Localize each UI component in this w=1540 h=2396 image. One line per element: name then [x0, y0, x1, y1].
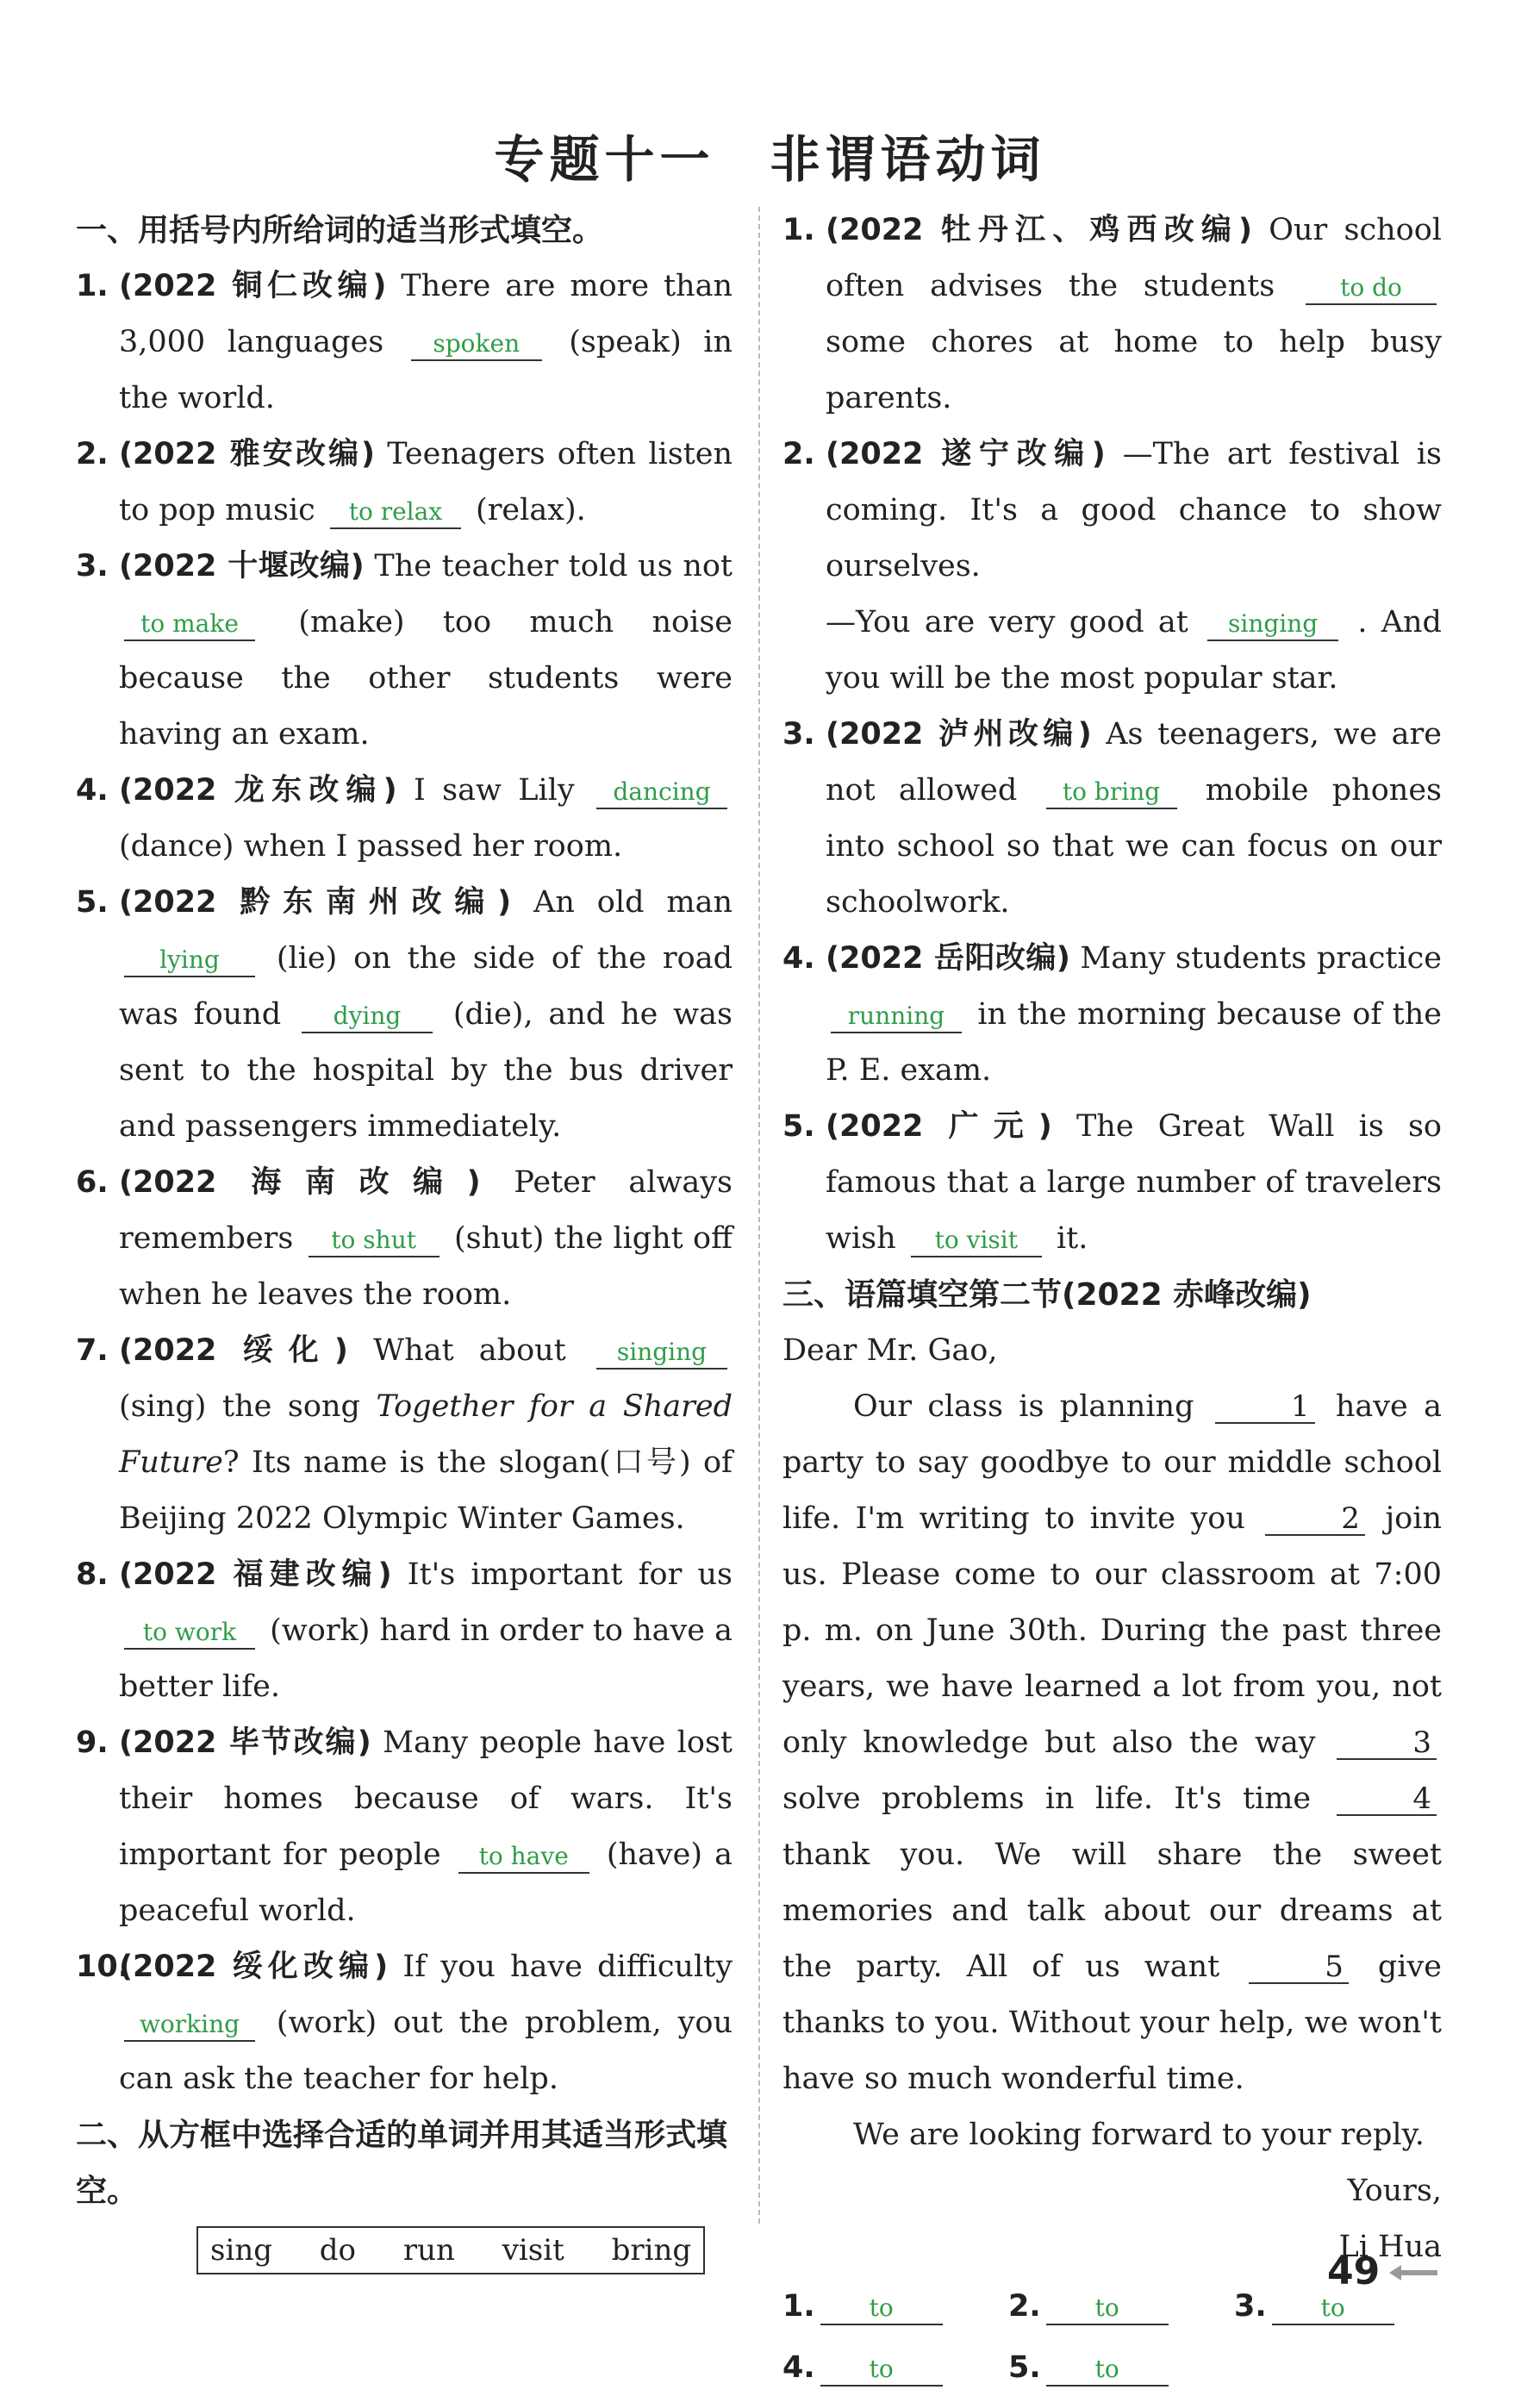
letter-greeting: Dear Mr. Gao, [782, 1333, 998, 1368]
question-number: 1. [76, 269, 109, 303]
question-text: (work) hard in order to have a better life. [119, 1613, 733, 1704]
question-item [76, 1939, 733, 2107]
question-number: 9. [76, 1725, 109, 1760]
question-text: ? Its name is the slogan(口号) of Beijing 2022 Olympic Winter Games. [119, 1445, 733, 1536]
question-source: (2022 绥化改编) [119, 1950, 389, 1984]
question-text: (relax). [476, 493, 586, 527]
page-number: 49 [1327, 2249, 1381, 2293]
letter-body [782, 1379, 1442, 2107]
question-item [76, 1715, 733, 1939]
answer-blank[interactable]: running [831, 1001, 962, 1033]
question-number: 1. [782, 213, 815, 247]
answer-slot [782, 2279, 1008, 2335]
letter-paragraph-2: We are looking forward to your reply. [853, 2118, 1425, 2152]
answer-blank[interactable]: to [1272, 2293, 1394, 2325]
question-text: (speak) in the world. [119, 325, 733, 415]
question-number: 2. [76, 437, 109, 471]
question-item [76, 1155, 733, 1323]
question-item [76, 763, 733, 875]
question-text: . And you will be the most popular star. [826, 605, 1442, 696]
word-option: run [402, 2233, 455, 2268]
letter-text: have a party to say goodbye to our middle school life. I'm writing to invite you [782, 1389, 1442, 1536]
answer-blank[interactable]: to [820, 2293, 943, 2325]
question-text: Many people have lost their homes because of wars. It's important for people [119, 1725, 733, 1872]
page-title: 专题十一 非谓语动词 [494, 130, 1046, 189]
answer-blank[interactable]: spoken [411, 328, 542, 361]
question-item [76, 427, 733, 539]
question-item [76, 1547, 733, 1715]
question-source: (2022 雅安改编) [119, 437, 376, 471]
answer-blank[interactable]: singing [596, 1337, 727, 1370]
question-text: mobile phones into school so that we can focus on our schoolwork. [826, 773, 1442, 920]
answer-blank[interactable]: to make [124, 608, 255, 641]
answer-blank[interactable]: to work [124, 1617, 255, 1650]
answer-number: 3. [1234, 2289, 1267, 2324]
word-box [196, 2226, 705, 2274]
question-number: 5. [76, 885, 109, 920]
passage-blank: 2 [1265, 1503, 1365, 1536]
question-text: (have) a peaceful world. [119, 1838, 733, 1928]
question-number: 2. [782, 437, 815, 471]
question-text: in the morning because of the P. E. exam. [826, 997, 1442, 1088]
section2-heading: 二、从方框中选择合适的单词并用其适当形式填空。 [76, 2118, 728, 2209]
passage-blank: 5 [1249, 1951, 1349, 1984]
song-title: Together for a Shared Future [119, 1389, 733, 1480]
letter-text: solve problems in life. It's time [782, 1781, 1312, 1816]
question-source: (2022 泸州改编) [826, 717, 1092, 752]
question-number: 4. [782, 941, 815, 976]
question-text: It's important for us [407, 1557, 733, 1592]
question-item [76, 259, 733, 427]
question-source: (2022 绥化) [119, 1333, 348, 1368]
question-text: (shut) the light off when he leaves the room. [119, 1221, 733, 1312]
question-text: (work) out the problem, you can ask the teacher for help. [119, 2006, 733, 2096]
question-text: (dance) when I passed her room. [119, 829, 623, 864]
answer-blank[interactable]: to [820, 2354, 943, 2387]
question-source: (2022 海南改编) [119, 1165, 481, 1200]
answer-blank[interactable]: dancing [596, 777, 727, 809]
letter-closing: Yours, [1347, 2174, 1442, 2208]
word-option: sing [210, 2233, 272, 2268]
question-number: 7. [76, 1333, 109, 1368]
question-number: 3. [76, 549, 109, 583]
question-number: 10. [76, 1950, 130, 1984]
question-source: (2022 铜仁改编) [119, 269, 387, 303]
answer-grid [782, 2279, 1442, 2396]
question-text: some chores at home to help busy parents. [826, 325, 1442, 415]
word-option: visit [502, 2233, 564, 2268]
question-source: (2022 牡丹江、鸡西改编) [826, 213, 1252, 247]
question-source: (2022 遂宁改编) [826, 437, 1106, 471]
column-divider [758, 207, 760, 2224]
question-text: (lie) on the side of the road was found [119, 941, 733, 1032]
question-text: —You are very good at [826, 605, 1188, 640]
answer-blank[interactable]: to relax [330, 496, 461, 529]
question-number: 3. [782, 717, 815, 752]
question-text: it. [1056, 1221, 1088, 1256]
question-text: The teacher told us not [374, 549, 733, 583]
question-source: (2022 黔东南州改编) [119, 885, 512, 920]
question-item [76, 539, 733, 763]
question-text: (sing) the song [119, 1389, 360, 1424]
question-text: The Great Wall is so famous that a large number of travelers wish [826, 1109, 1442, 1256]
letter-text: give thanks to you. Without your help, we won't have so much wonderful time. [782, 1950, 1442, 2096]
passage-blank: 1 [1215, 1391, 1315, 1424]
answer-blank[interactable]: to bring [1046, 777, 1177, 809]
answer-blank[interactable]: to [1046, 2293, 1169, 2325]
letter-text: Our class is planning [853, 1389, 1194, 1424]
answer-blank[interactable]: working [124, 2009, 255, 2042]
answer-blank[interactable]: to do [1306, 272, 1437, 305]
question-text: What about [373, 1333, 566, 1368]
question-source: (2022 毕节改编) [119, 1725, 371, 1760]
question-text: An old man [533, 885, 733, 920]
section3-heading: 三、语篇填空第二节(2022 赤峰改编) [782, 1277, 1312, 1313]
answer-slot [1008, 2340, 1234, 2396]
question-text: Teenagers often listen to pop music [119, 437, 733, 527]
question-item [782, 931, 1442, 1099]
question-number: 8. [76, 1557, 109, 1592]
question-text: (die), and he was sent to the hospital by the bus driver and passengers immediately. [119, 997, 733, 1144]
answer-number: 4. [782, 2350, 815, 2385]
question-text: (make) too much noise because the other students were having an exam. [119, 605, 733, 752]
question-number: 5. [782, 1109, 815, 1144]
question-item [76, 1323, 733, 1547]
question-item [782, 1099, 1442, 1267]
answer-blank[interactable]: singing [1207, 608, 1338, 641]
answer-blank[interactable]: dying [302, 1001, 433, 1033]
question-source: (2022 福建改编) [119, 1557, 392, 1592]
answer-slot [1008, 2279, 1234, 2335]
arrow-left-icon [1389, 2265, 1437, 2281]
word-option: do [319, 2233, 357, 2268]
passage-blank: 3 [1337, 1727, 1437, 1760]
question-text: —The art festival is coming. It's a good chance to show ourselves. [826, 437, 1442, 583]
letter-signature: Li Hua [1338, 2230, 1442, 2264]
question-source: (2022 广元) [826, 1109, 1052, 1144]
question-text: As teenagers, we are not allowed [826, 717, 1442, 808]
question-text: There are more than 3,000 languages [119, 269, 733, 359]
question-source: (2022 岳阳改编) [826, 941, 1070, 976]
question-item [782, 203, 1442, 427]
answer-blank[interactable]: lying [124, 945, 255, 977]
answer-number: 2. [1008, 2289, 1041, 2324]
answer-blank[interactable]: to have [458, 1841, 589, 1874]
answer-blank[interactable]: to shut [309, 1225, 440, 1257]
question-item [782, 427, 1442, 707]
question-text: If you have difficulty [402, 1950, 733, 1984]
answer-number: 1. [782, 2289, 815, 2324]
question-source: (2022 十堰改编) [119, 549, 365, 583]
question-item [76, 875, 733, 1155]
question-source: (2022 龙东改编) [119, 773, 397, 808]
question-item [782, 707, 1442, 931]
left-column [76, 203, 733, 2279]
answer-blank[interactable]: to visit [911, 1225, 1042, 1257]
word-option: bring [611, 2233, 692, 2268]
question-number: 6. [76, 1165, 109, 1200]
letter-text: join us. Please come to our classroom at 7:00 p. m. on June 30th. During the past three years, we have learned a lot from you, not only knowledge but also the way [782, 1501, 1442, 1760]
question-text: Peter always remembers [119, 1165, 733, 1256]
passage-blank: 4 [1337, 1783, 1437, 1816]
answer-blank[interactable]: to [1046, 2354, 1169, 2387]
section1-heading: 一、用括号内所给词的适当形式填空。 [76, 213, 604, 248]
question-number: 4. [76, 773, 109, 808]
question-text: Many students practice [1080, 941, 1442, 976]
answer-number: 5. [1008, 2350, 1041, 2385]
letter-text: thank you. We will share the sweet memories and talk about our dreams at the party. All of us want [782, 1838, 1442, 1984]
question-text: Our school often advises the students [826, 213, 1442, 303]
question-text: I saw Lily [413, 773, 575, 808]
right-column [782, 203, 1442, 2396]
answer-slot [782, 2340, 1008, 2396]
